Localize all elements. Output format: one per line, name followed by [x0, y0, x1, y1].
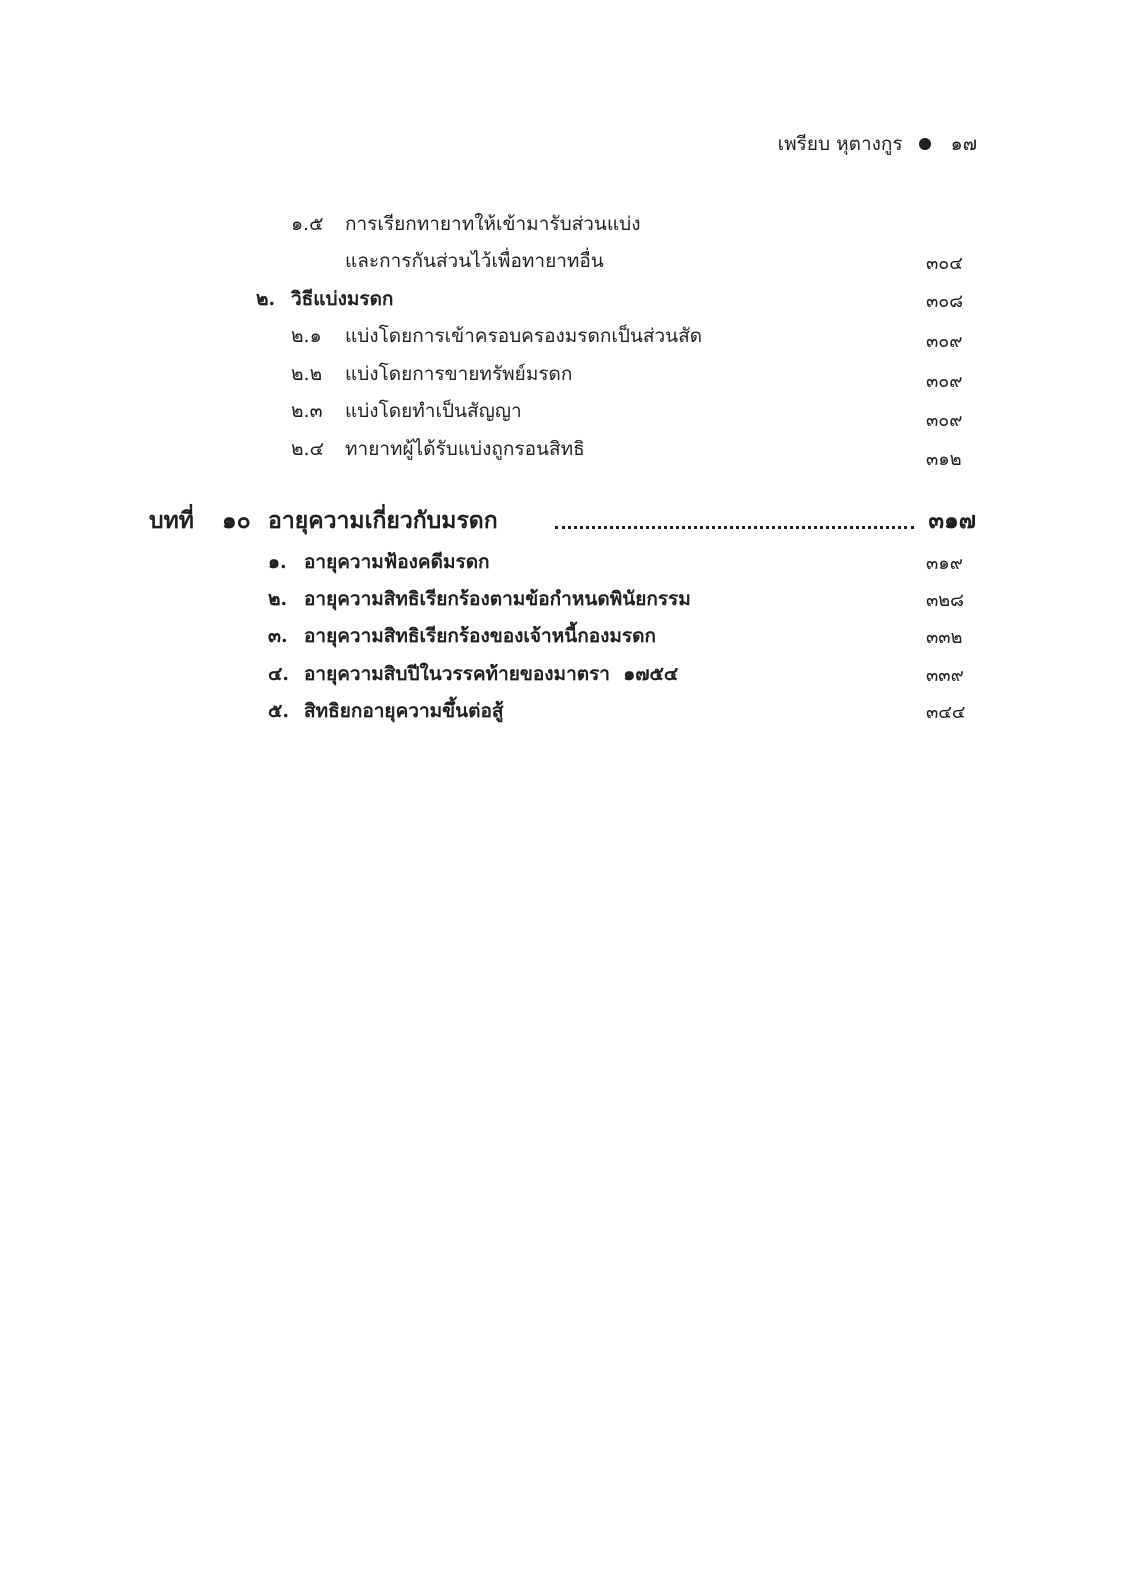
- toc-item-title: แบ่งโดยทำเป็นสัญญา: [345, 400, 522, 422]
- toc-item-number: ๕.: [268, 700, 289, 722]
- toc-page-number: ๓๔๔: [926, 702, 966, 723]
- header-page-number: ๑๗: [950, 133, 977, 155]
- toc-page-number: ๓๐๘: [926, 291, 964, 312]
- toc-section-title: วิธีแบ่งมรดก: [291, 288, 394, 310]
- chapter-number: ๑๐: [222, 507, 251, 534]
- toc-item-title-line2: และการกันส่วนไว้เพื่อทายาทอื่น: [345, 250, 604, 272]
- toc-item-number: ๔.: [268, 663, 289, 685]
- toc-page-number: ๓๐๙: [926, 371, 963, 392]
- toc-item-number: ๒.๔: [291, 438, 324, 460]
- page-header: [778, 129, 977, 159]
- toc-item-number: ๒.๓: [291, 400, 323, 422]
- toc-item-number: ๒.: [268, 588, 288, 610]
- toc-page-number: ๓๐๔: [926, 253, 963, 274]
- toc-item-title: อายุความสิทธิเรียกร้องตามข้อกำหนดพินัยกรรม: [304, 588, 691, 610]
- chapter-label: บทที่: [149, 507, 194, 534]
- toc-item-number: ๓.: [268, 625, 288, 647]
- toc-item-number: ๒.๑: [291, 325, 322, 347]
- toc-section-number: ๒.: [256, 288, 276, 310]
- toc-item-title: แบ่งโดยการขายทรัพย์มรดก: [345, 363, 573, 385]
- header-author: เพรียบ หุตางกูร: [777, 133, 903, 155]
- chapter-page-number: ๓๑๗: [928, 507, 976, 534]
- toc-page-number: ๓๐๙: [926, 410, 963, 431]
- dotted-leader: [555, 526, 914, 529]
- toc-item-number: ๑.: [268, 551, 287, 573]
- toc-page-number: ๓๓๒: [926, 627, 963, 648]
- toc-item-number: ๒.๒: [291, 363, 323, 385]
- bullet-dot-icon: [919, 138, 931, 150]
- toc-page-number: ๓๐๙: [926, 331, 963, 352]
- toc-item-title: ทายาทผู้ได้รับแบ่งถูกรอนสิทธิ: [345, 438, 585, 460]
- toc-item-title-line1: การเรียกทายาทให้เข้ามารับส่วนแบ่ง: [345, 213, 641, 235]
- chapter-title: อายุความเกี่ยวกับมรดก: [268, 507, 498, 534]
- toc-item-title: อายุความฟ้องคดีมรดก: [304, 551, 490, 573]
- toc-item-1-5-continued: [345, 246, 604, 276]
- toc-page-number: ๓๑๒: [926, 449, 962, 470]
- toc-item-number: ๑.๕: [291, 213, 324, 235]
- toc-chapter-10: [149, 503, 976, 539]
- toc-page-number: ๓๑๙: [926, 553, 963, 574]
- toc-item-title: อายุความสิทธิเรียกร้องของเจ้าหนี้กองมรดก: [304, 625, 656, 647]
- toc-item-title: แบ่งโดยการเข้าครอบครองมรดกเป็นส่วนสัด: [345, 325, 703, 347]
- toc-page-number: ๓๒๘: [926, 590, 965, 611]
- toc-item-title: สิทธิยกอายุความขึ้นต่อสู้: [304, 700, 504, 722]
- toc-page-number: ๓๓๙: [926, 665, 964, 686]
- toc-item-title: อายุความสิบปีในวรรคท้ายของมาตรา ๑๗๕๔: [304, 663, 679, 685]
